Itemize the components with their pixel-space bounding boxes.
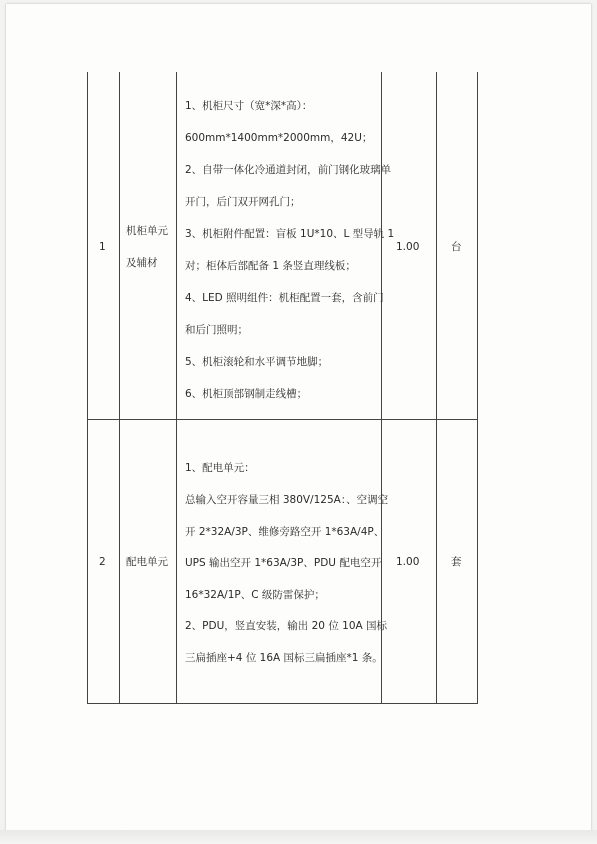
table-border-left	[87, 72, 88, 704]
spec-line: 4、LED 照明组件：机柜配置一套，含前门	[185, 292, 384, 304]
spec-line: 开门，后门双开网孔门；	[185, 196, 301, 208]
spec-line: 6、机柜顶部钢制走线槽；	[185, 388, 308, 400]
spec-line: 5、机柜滚轮和水平调节地脚；	[185, 356, 329, 368]
row-number: 1	[99, 241, 106, 253]
table-border-right	[477, 72, 478, 704]
quantity: 1.00	[396, 241, 420, 253]
column-divider-no	[119, 72, 120, 704]
column-divider-name	[176, 72, 177, 704]
spec-line: 开 2*32A/3P、维修旁路空开 1*63A/4P、	[185, 526, 385, 538]
unit: 套	[451, 556, 462, 568]
spec-line: 1、机柜尺寸（宽*深*高）：	[185, 100, 313, 112]
spec-line: 三扁插座+4 位 16A 国标三扁插座*1 条。	[185, 652, 383, 664]
spec-line: 总输入空开容量三相 380V/125A：、空调空	[185, 494, 389, 506]
spec-line: 2、自带一体化冷通道封闭，前门钢化玻璃单	[185, 164, 392, 176]
spec-line: 600mm*1400mm*2000mm，42U；	[185, 132, 373, 144]
item-name-line: 及辅材	[126, 257, 158, 269]
document-page	[6, 4, 591, 836]
row-divider	[87, 419, 478, 420]
spec-line: 2、PDU，竖直安装，输出 20 位 10A 国标	[185, 620, 388, 632]
item-name-line: 配电单元	[126, 556, 168, 568]
item-name-line: 机柜单元	[126, 225, 168, 237]
unit: 台	[451, 241, 462, 253]
scan-edge	[0, 830, 597, 844]
spec-line: UPS 输出空开 1*63A/3P、PDU 配电空开	[185, 557, 382, 569]
spec-line: 1、配电单元：	[185, 462, 255, 474]
spec-line: 和后门照明；	[185, 324, 248, 336]
quantity: 1.00	[396, 556, 420, 568]
row-number: 2	[99, 556, 106, 568]
spec-line: 对；柜体后部配备 1 条竖直理线板；	[185, 260, 356, 272]
table-border-bottom	[87, 703, 478, 704]
spec-line: 3、机柜附件配置：盲板 1U*10、L 型导轨 1	[185, 228, 395, 240]
spec-line: 16*32A/1P、C 级防雷保护；	[185, 589, 325, 601]
column-divider-qty	[436, 72, 437, 704]
